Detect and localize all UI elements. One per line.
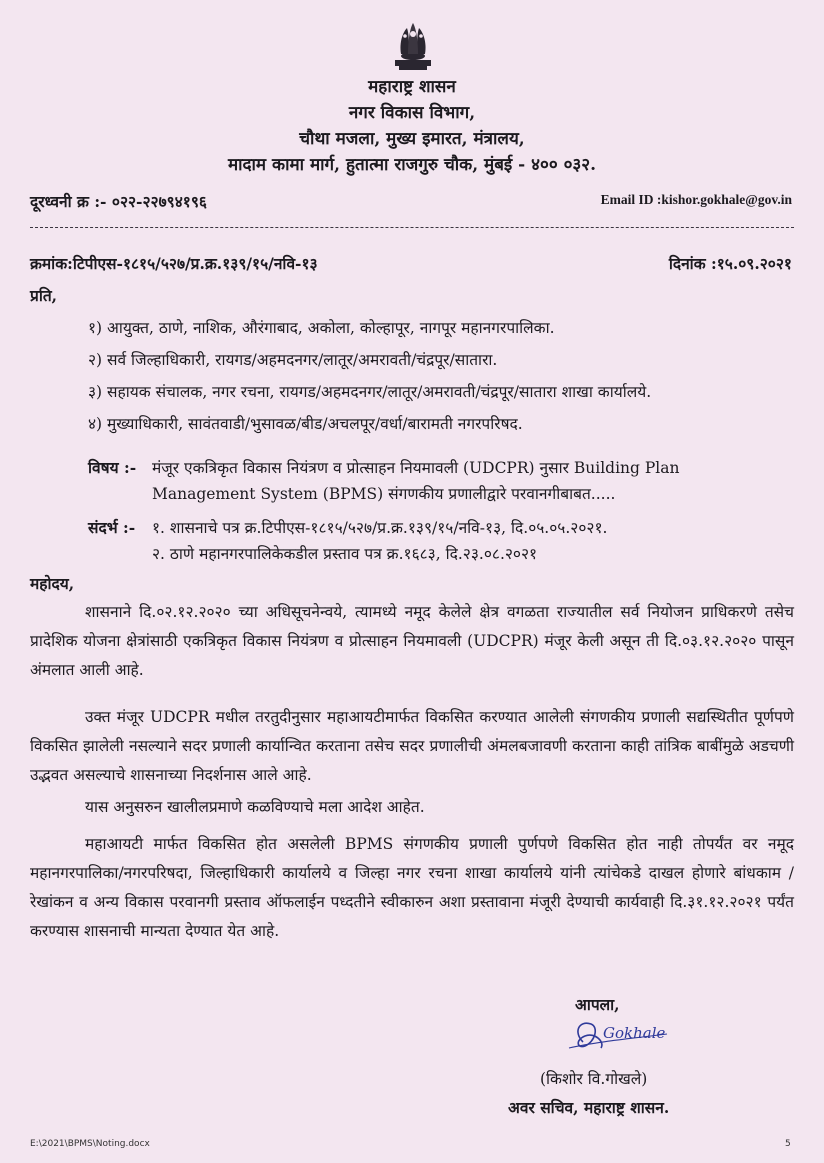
email-address: kishor.gokhale@gov.in [661,192,792,207]
state-emblem-icon [391,20,435,72]
subject-line-1: मंजूर एकत्रिकृत विकास नियंत्रण व प्रोत्साहन नियमावली (UDCPR) नुसार Building Plan [152,459,680,477]
body-paragraph: शासनाने दि.०२.१२.२०२० च्या अधिसूचनेन्वये, त्यामध्ये नमूद केलेले क्षेत्र वगळता राज्यातील सर्व नियोजन प्राधिकरणे तसेच प्रादेशिक योजना क्षेत्रांसाठी एकत्रिकृत विकास नियंत्रण व प्रोत्साहन नियमावली (UDCPR) मंजूर केली असून ती दि.०३.१२.२०२० पासून अंमलात आली आहे. [30,603,794,679]
letterhead-department: नगर विकास विभाग, [348,103,476,123]
recipient-item: १) आयुक्त, ठाणे, नाशिक, औरंगाबाद, अकोला, कोल्हापूर, नागपूर महानगरपालिका. [88,319,555,337]
email-line [601,192,792,208]
file-path: E:\2021\BPMS\Noting.docx [30,1139,150,1149]
letterhead-address-2: मादाम कामा मार्ग, हुतात्मा राजगुरु चौक, मुंबई - ४०० ०३२. [227,155,597,175]
subject-label: विषय :- [88,458,137,477]
to-label: प्रति, [30,286,58,305]
body-paragraph: यास अनुसरुन खालीलप्रमाणे कळविण्याचे मला आदेश आहेत. [85,798,425,816]
recipient-item: २) सर्व जिल्हाधिकारी, रायगड/अहमदनगर/लातूर/अमरावती/चंद्रपूर/सातारा. [88,351,498,369]
recipient-item: ३) सहायक संचालक, नगर रचना, रायगड/अहमदनगर/लातूर/अमरावती/चंद्रपूर/सातारा शाखा कार्यालये. [88,383,652,401]
references-label: संदर्भ :- [88,518,136,537]
letter-date: दिनांक :१५.०९.२०२१ [668,254,792,273]
signatory-name: (किशोर वि.गोखले) [540,1070,648,1088]
signatory-designation: अवर सचिव, महाराष्ट्र शासन. [508,1098,670,1117]
signature-text: Gokhale [603,1024,666,1042]
signature [555,1012,675,1058]
body-paragraph: उक्त मंजूर UDCPR मधील तरतुदीनुसार महाआयटीमार्फत विकसित करण्यात आलेली संगणकीय प्रणाली सद्यस्थितीत पूर्णपणे विकसित झालेली नसल्याने सदर प्रणाली कार्यान्वित करताना तसेच सदर प्रणालीची अंमलबजावणी करताना काही तांत्रिक बाबींमुळे अडचणी उद्भवत असल्याचे शासनाच्या निदर्शनास आले आहे. [30,708,794,784]
body-paragraph: महाआयटी मार्फत विकसित होत असलेली BPMS संगणकीय प्रणाली पुर्णपणे विकसित होत नाही तोपर्यंत वर नमूद महानगरपालिका/नगरपरिषदा, जिल्हाधिकारी कार्यालये व जिल्हा नगर रचना शाखा कार्यालये यांनी त्यांचेकडे दाखल होणारे बांधकाम / रेखांकन व अन्य विकास परवानगी प्रस्ताव ऑफलाईन पध्दतीने स्वीकारुन अशा प्रस्तावाना मंजूरी देण्याची कार्यवाही दि.३१.१२.२०२१ पर्यंत करण्यास शासनाची मान्यता देण्यात येत आहे. [30,835,794,940]
letter-number: क्रमांक:टिपीएस-१८१५/५२७/प्र.क्र.१३९/१५/नवि-१३ [30,254,318,273]
header-divider [30,227,794,228]
letterhead-government: महाराष्ट्र शासन [368,77,456,97]
page-number: 5 [785,1139,791,1149]
salutation: महोदय, [30,574,75,593]
reference-item: २. ठाणे महानगरपालिकेकडील प्रस्ताव पत्र क्र.१६८३, दि.२३.०८.२०२१ [152,545,538,563]
phone-number: दूरध्वनी क्र :- ०२२-२२७९४१९६ [30,192,207,211]
reference-item: १. शासनाचे पत्र क्र.टिपीएस-१८१५/५२७/प्र.क्र.१३९/१५/नवि-१३, दि.०५.०५.२०२१. [152,519,608,537]
letterhead-address-1: चौथा मजला, मुख्य इमारत, मंत्रालय, [299,129,525,149]
recipient-item: ४) मुख्याधिकारी, सावंतवाडी/भुसावळ/बीड/अचलपूर/वर्धा/बारामती नगरपरिषद. [88,415,523,433]
subject-line-2: Management System (BPMS) संगणकीय प्रणालीद्वारे परवानगीबाबत..... [152,485,616,503]
email-label: Email ID : [600,192,662,207]
closing-yours: आपला, [575,995,620,1014]
